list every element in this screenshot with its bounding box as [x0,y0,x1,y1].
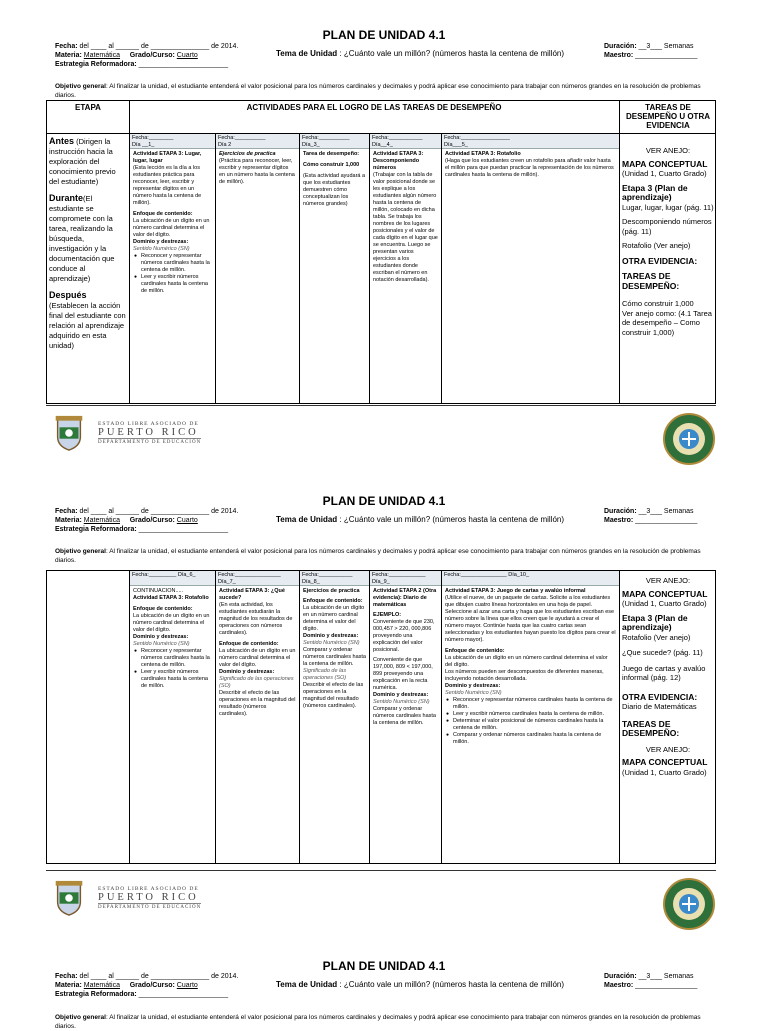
header-left: Fecha: del ____ al ______ de _______________ de 2014. Materia: Matemática Grado/Curso: Cuarto Estrategia Reformadora: _______________________ [55,508,239,533]
page-title: PLAN DE UNIDAD 4.1 [322,28,446,42]
plan-table [46,570,716,864]
day-7-column: Fecha:_______________ Día_7_ Actividad ETAPA 3: ¿Qué sucede? (En esta actividad, los estudiantes estudiarán la magnitud de los resultados de operaciones con números cardinales). Enfoque de contenido: La ubicación de un dígito en un número cardinal determina el valor del dígito. Dominio y destrezas: Significado de las operaciones (SO) Describir el efecto de las operaciones en la magnitud del resultado (números cardinales). [216,571,299,863]
plan-table [46,100,716,404]
header-right: Duración: __3___ Semanas Maestro: ________________ [604,973,698,989]
day-1-column: Fecha:________ Día __1_ Actividad ETAPA 3: Lugar, lugar, lugar (Esta lección es la día a los estudiantes práctica para reconocer, leer, escribir y representar dígitos en un número hasta la centena de millón). Enfoque de contenido: La ubicación de un dígito en un número cardinal determina el valor del dígito. Dominio y destrezas: Sentido Numérico (SN) ● Reconocer y representar números cardinales hasta la centena de millón. ● Leer y escribir números cardinales hasta la centena de millón. [130,134,215,404]
department-logo-text: ESTADO LIBRE ASOCIADO DE PUERTO RICO DEPARTAMENTO DE EDUCACIÓN [98,886,202,910]
day-6-column: Fecha:_________ Día_6_ CONTINUACION..... Actividad ETAPA 3: Rotafolio Enfoque de contenido: La ubicación de un dígito en un número cardinal determina el valor del dígito. Dominio y destrezas: Sentido Numérico (SN) ● Reconocer y representar números cardinales hasta la centena de millón. ● Leer y escribir números cardinales hasta la centena de millón. [130,571,215,863]
header-left: Fecha: del ____ al ______ de _______________ de 2014. Materia: Matemática Grado/Curso: Cuarto Estrategia Reformadora: _______________________ [55,973,239,998]
tema-unidad: Tema de Unidad : ¿Cuánto vale un millón? (números hasta la centena de millón) [276,49,564,58]
department-logo-text: ESTADO LIBRE ASOCIADO DE PUERTO RICO DEPARTAMENTO DE EDUCACIÓN [98,421,202,445]
mathematics-program-logo-icon [662,412,716,466]
tareas-column: VER ANEJO: MAPA CONCEPTUAL (Unidad 1, Cuarto Grado) Etapa 3 (Plan de aprendizaje) Lugar, lugar, lugar (pág. 11) Descomponiendo números (pág. 11) Rotafolio (Ver anejo) OTRA EVIDENCIA: TAREAS DE DESEMPEÑO: Cómo construir 1,000 Ver anejo como: (4.1 Tarea de desempeño – Como construir 1,000) [622,146,714,337]
tareas-column: VER ANEJO: MAPA CONCEPTUAL (Unidad 1, Cuarto Grado) Etapa 3 (Plan de aprendizaje) Rotafolio (Ver anejo) ¿Que sucede? (pág. 11) Juego de cartas y avalúo informal (pág. 12) OTRA EVIDENCIA: Diario de Matemáticas TAREAS DE DESEMPEÑO: VER ANEJO: MAPA CONCEPTUAL (Unidad 1, Cuarto Grado) [622,576,708,777]
header-etapa: ETAPA [75,103,101,112]
tema-unidad: Tema de Unidad : ¿Cuánto vale un millón? (números hasta la centena de millón) [276,515,564,524]
objetivo-general: Objetivo general: Al finalizar la unidad, el estudiante entenderá el valor posicional para los números cardinales y decimales y podrá aplicar ese conocimiento para trabajar con números grandes en la resolución de problemas diarios. [55,548,701,564]
seal-icon [50,879,88,917]
day-4-column: Fecha:___________ Día__4_ Actividad ETAPA 3: Descomponiendo números (Trabajar con la tabla de valor posicional donde se les explique a los estudiantes algún número hasta la centena de millón, colocado en dicha tabla. Se trabaja los nombres de los lugares posicionales y el valor de cada dígito en el lugar que se encuentra. Luego se presentan varios ejercicios a los estudiantes donde escriban el número en notación desarrollada). [370,134,441,404]
seal-icon [50,414,88,452]
header-left: Fecha: del ____ al ______ de _______________ de 2014. Materia: Matemática Grado/Curso: Cuarto Estrategia Reformadora: _______________________ [55,43,239,68]
day-2-column: Fecha:__________ Día 2 Ejercicios de practica (Práctica para reconocer, leer, escribir y representar dígitos en un número hasta la centena de millón). [216,134,299,404]
header-actividades: ACTIVIDADES PARA EL LOGRO DE LAS TAREAS DE DESEMPEÑO [246,103,502,112]
day-8-column: Fecha:___________ Día_8_ Ejercicios de practica Enfoque de contenido: La ubicación de un dígito en un número cardinal determina el valor del dígito. Dominio y destrezas: Sentido Numérico (SN) Comparar y ordenar números cardinales hasta la centena de millón. Significado de las operaciones (SO) Describir el efecto de las operaciones en la magnitud del resultado (números cardinales). [300,571,369,863]
header-tareas: TAREAS DE DESEMPEÑO U OTRA EVIDENCIA [625,103,710,130]
objetivo-general: Objetivo general: Al finalizar la unidad, el estudiante entenderá el valor posicional para los números cardinales y decimales y podrá aplicar ese conocimiento para trabajar con números grandes en la resolución de problemas diarios. [55,83,701,99]
etapas-column: Antes (Dirigen la instrucción hacia la exploración del conocimiento previo del estudiante) Durante(El estudiante se compromete con la tarea, realizando la búsqueda, investigación y la documentación que conduce al aprendizaje) Después (Establecen la acción final del estudiante con relación al aprendizaje adquirido en esta unidad) [49,136,126,350]
page-title: PLAN DE UNIDAD 4.1 [322,494,446,508]
day-9-column: Fecha:____________ Día_9_ Actividad ETAPA 2 (Otra evidencia): Diario de matemáticas EJEMPLO: Conveniente de que 230, 000,457 > 220, 000,806 proveyendo una explicación del valor posicional. Conveniente de que 197,000, 809 < 197,000, 899 proveyendo una explicación en la recta numérica. Dominio y destrezas: Sentido Numérico (SN) Comparar y ordenar números cardinales hasta la centena de millón. [370,571,441,863]
footer-2 [46,870,716,950]
table-header-row [47,101,715,134]
tema-unidad: Tema de Unidad : ¿Cuánto vale un millón? (números hasta la centena de millón) [276,980,564,989]
page-title: PLAN DE UNIDAD 4.1 [322,959,446,973]
day-10-column: Fecha:_______________ Día_10_ Actividad ETAPA 3: Juego de cartas y avalúo informal (Utilice el nueve, de un paquete de cartas. Solicite a los estudiantes que dibujen cuatro líneas horizontales en una hoja de papel. Seleccione al azar una carta y haga que los estudiantes escriban ese número sobre la línea que ellos creen que le ayudará a crear el número mayor. Continúe hasta que las cuatro cartas sean seleccionadas y los estudiantes hayan puesto los dígitos para crear el número mayor). Enfoque de contenido: La ubicación de un dígito en un número cardinal determina el valor del dígito. Los números pueden ser descompuestos de diferentes maneras, incluyendo notación desarrollada. Dominio y destrezas: Sentido Numérico (SN) ● Reconocer y representar números cardinales hasta la centena de millón. ● Leer y escribir números cardinales hasta la centena de millón. ● Determinar el valor posicional de números cardinales hasta la centena de millón. ● Comparar y ordenar números cardinales hasta la centena de millón. [442,571,619,863]
footer-1 [46,405,716,485]
header-right: Duración: __3___ Semanas Maestro: ________________ [604,508,698,524]
mathematics-program-logo-icon [662,877,716,931]
header-right: Duración: __3___ Semanas Maestro: ________________ [604,43,698,59]
day-3-column: Fecha:__________ Día_3_ Tarea de desempeño: Cómo construir 1,000 (Esta actividad ayudará a que los estudiantes demuestren cómo conceptualizan los números grandes) [300,134,369,404]
objetivo-general: Objetivo general: Al finalizar la unidad, el estudiante entenderá el valor posicional para los números cardinales y decimales y podrá aplicar ese conocimiento para trabajar con números grandes en la resolución de problemas diarios. [55,1014,701,1030]
day-5-column: Fecha:________________ Día___5_ Actividad ETAPA 3: Rotafolio (Haga que los estudiantes creen un rotafolio para añadir valor hasta el millón para que puedan practicar la representación de los números cardinales hasta la centena de millón). [442,134,619,404]
